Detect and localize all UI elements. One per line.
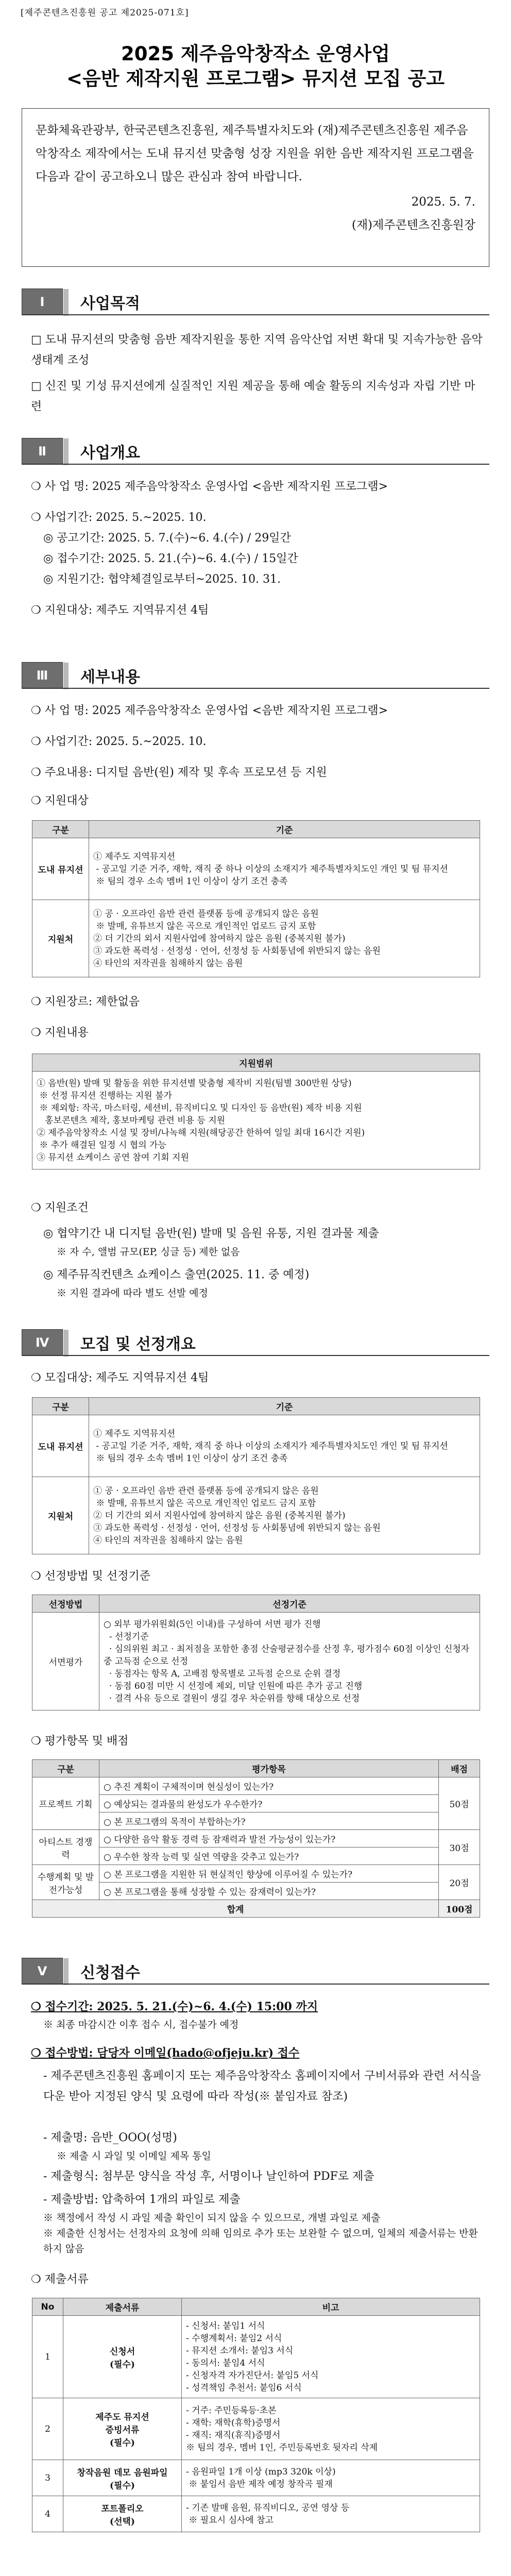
table-cell: 신청서 (필수) (63, 2316, 182, 2398)
overview-target: ❍ 지원대상: 제주도 지역뮤지션 4팀 (31, 604, 209, 617)
section-details (22, 662, 489, 689)
table-cell: 수행계획 및 발전가능성 (32, 1865, 99, 1900)
recruit-eval-title: ❍ 평가항목 및 배점 (31, 1735, 129, 1748)
recruit-table (32, 1397, 480, 1554)
table-cell: 포트폴리오 (선택) (63, 2496, 182, 2532)
title-line2: <음반 제작지원 프로그램> 뮤지션 모집 공고 (66, 67, 445, 90)
table-cell: 2 (32, 2398, 63, 2460)
table-header: 배점 (439, 1760, 480, 1777)
details-content-title: ❍ 지원내용 (31, 1026, 89, 1039)
apply-method-desc: - 제주콘텐츠진흥원 홈페이지 또는 제주음악창작소 홈페이지에서 구비서류와 관련 서식을 다운 받아 지정된 양식 및 요령에 따라 작성(※ 붙임자료 참조) (43, 2070, 481, 2103)
table-cell: 3 (32, 2460, 63, 2496)
section-number: Ⅲ (22, 662, 63, 689)
details-name: ❍ 사 업 명: 2025 제주음악창작소 운영사업 <음반 제작지원 프로그램> (31, 704, 388, 717)
section-label: 세부내용 (80, 664, 140, 687)
table-cell: ① 제주도 지역뮤지션 - 공고일 기준 거주, 재학, 재직 중 하나 이상의 소재지가 제주특별자치도인 개인 및 팀 뮤지션 ※ 팀의 경우 소속 멤버 1인 이상이 상기 조건 충족 (89, 1415, 480, 1477)
table-cell: ○ 본 프로그램을 지원한 뒤 현실적인 향상에 이루어질 수 있는가? (99, 1865, 439, 1883)
table-cell: - 신청서: 붙임1 서식 - 수행계획서: 붙임2 서식 - 뮤지션 소개서: 붙임3 서식 - 동의서: 붙임4 서식 - 신청자격 자가진단서: 붙임5 서식 - 성격책임 추천서: 붙임6 서식 (182, 2316, 480, 2398)
title-line1: 2025 제주음악창작소 운영사업 (121, 43, 390, 65)
overview-apply: ◎ 접수기간: 2025. 5. 21.(수)~6. 4.(수) / 15일간 (43, 552, 298, 565)
section-number: Ⅰ (22, 289, 63, 315)
select-table (32, 1595, 480, 1710)
details-method-1: ◎ 협약기간 내 디지털 음반(원) 발매 및 음원 유통, 지원 결과물 제출 (43, 1227, 379, 1240)
table-cell: - 거주: 주민등록등·초본 - 재학: 재학(휴학)증명서 - 재직: 재직(휴직)증명서 ※ 팀의 경우, 멤버 1인, 주민등록번호 뒷자리 삭제 (182, 2398, 480, 2460)
section-recruit (22, 1329, 489, 1356)
apply-method: ❍ 접수방법: 담당자 이메일(hado@ofjeju.kr) 접수 (31, 2046, 300, 2060)
eval-table (32, 1759, 480, 1918)
section-label: 모집 및 선정개요 (80, 1331, 196, 1354)
table-cell: 아티스트 경쟁력 (32, 1830, 99, 1865)
section-apply (22, 1958, 489, 1985)
overview-period: ❍ 사업기간: 2025. 5.~2025. 10. (31, 511, 207, 524)
table-cell: ① 음반(원) 발매 및 활동을 위한 뮤지션별 맞춤형 제작비 지원(팀별 300만원 상당) ※ 선정 뮤지션 진행하는 지원 불가 ※ 제외항: 작곡, 마스터링, 세션비, 뮤직비디오 및 디자인 등 음반(원) 제작 비용 지원 홍보콘텐츠 제작, 홍보마케팅 관련 비용 등 지원 ② 제주음악창작소 시설 및 장비/나녹해 지원(해당공간 한하여 일일 최대 16시간 지원) ※ 추가 해결된 일정 시 협의 가능 ③ 뮤지션 쇼케이스 공연 참여 기회 지원 (32, 1072, 480, 1170)
apply-period-note: ※ 최종 마감시간 이후 접수 시, 접수불가 예정 (43, 2019, 239, 2030)
overview-name: ❍ 사 업 명: 2025 제주음악창작소 운영사업 <음반 제작지원 프로그램> (31, 480, 388, 493)
apply-email-subject-note: ※ 제출 시 과일 및 이메일 제목 통일 (57, 2150, 211, 2162)
intro-text: 문화체육관광부, 한국콘텐츠진흥원, 제주특별자치도와 (재)제주콘텐츠진흥원 제주음악창작소 제작에서는 도내 뮤지션 맞춤형 성장 지원을 위한 음반 제작지원 프로그램을 다음과 같이 공고하오니 많은 관심과 참여 바랍니다. (36, 124, 474, 183)
apply-file-size: - 제출방법: 압축하여 1개의 파일로 제출 (43, 2193, 241, 2206)
apply-file-format: - 제출형식: 첨부문 양식을 작성 후, 서명이나 날인하여 PDF로 제출 (43, 2170, 374, 2183)
overview-notice: ◎ 공고기간: 2025. 5. 7.(수)~6. 4.(수) / 29일간 (43, 532, 291, 545)
table-header: No (32, 2298, 63, 2316)
recruit-select-title: ❍ 선정방법 및 선정기준 (31, 1570, 150, 1583)
table-cell: 30점 (439, 1830, 480, 1865)
announcement-ref: [제주콘텐츠진흥원 공고 제2025-071호] (21, 8, 189, 18)
table-header: 평가항목 (99, 1760, 439, 1777)
table-header: 지원범위 (32, 1054, 480, 1072)
table-cell: 50점 (439, 1777, 480, 1830)
apply-period: ❍ 접수기간: 2025. 5. 21.(수)~6. 4.(수) 15:00 까지 (31, 2000, 318, 2013)
section-number: Ⅴ (22, 1958, 63, 1985)
table-cell: 도내 뮤지션 (32, 1415, 89, 1477)
table-cell: ○ 예상되는 결과물의 완성도가 우수한가? (99, 1795, 439, 1812)
docs-table (32, 2298, 480, 2532)
target-table (32, 820, 480, 977)
table-cell: 프로젝트 기획 (32, 1777, 99, 1830)
purpose-item-1: □ 도내 뮤지션의 맞춤형 음반 제작지원을 통한 지역 음악산업 저변 확대 및 지속가능한 음악 생태계 조성 (31, 333, 483, 367)
intro-org: (재)제주콘텐츠진흥원장 (351, 218, 475, 232)
table-cell: 4 (32, 2496, 63, 2532)
details-method-2: ◎ 제주뮤직컨텐츠 쇼케이스 출연(2025. 11. 중 예정) (43, 1268, 310, 1281)
table-cell: 제주도 뮤지션 증빙서류 (필수) (63, 2398, 182, 2460)
details-target-title: ❍ 지원대상 (31, 794, 89, 807)
recruit-target: ❍ 모집대상: 제주도 지역뮤지션 4팀 (31, 1371, 209, 1384)
table-cell: - 음원파일 1개 이상 (mp3 320k 이상) ※ 붙임서 음반 제작 예정 창작곡 필재 (182, 2460, 480, 2496)
details-method-1-note: ※ 자 수, 앨범 규모(EP, 싱글 등) 제한 없음 (57, 1246, 240, 1258)
section-purpose (22, 289, 489, 315)
table-cell: ○ 다양한 음악 활동 경력 등 잠재력과 발전 가능성이 있는가? (99, 1830, 439, 1848)
table-cell: ○ 본 프로그램을 통해 성장할 수 있는 잠재력이 있는가? (99, 1883, 439, 1900)
table-cell: ○ 본 프로그램의 목적이 부합하는가? (99, 1812, 439, 1830)
table-header: 구분 (32, 1398, 89, 1415)
section-label: 사업개요 (80, 440, 140, 463)
table-cell: 합계 (32, 1900, 439, 1918)
table-cell: ① 제주도 지역뮤지션 - 공고일 기준 거주, 재학, 재직 중 하나 이상의 소재지가 제주특별자치도인 개인 및 팀 뮤지션 ※ 팀의 경우 소속 멤버 1인 이상이 상기 조건 충족 (89, 838, 480, 900)
table-cell: 100점 (439, 1900, 480, 1918)
table-cell: ① 공 · 오프라인 음반 관련 플랫폼 등에 공개되지 않은 음원 ※ 발매, 유튜브지 않은 곡으로 개인적인 업로드 금지 포함 ② 더 기간의 외서 지원사업에 참여하지 않은 음원 (중복지원 불가) ③ 과도한 폭력성 · 선정성 · 언어, 선정성 등 사회통념에 위반되지 않는 음원 ④ 타인의 저작권을 침해하지 않는 음원 (89, 1477, 480, 1554)
table-header: 선정기준 (99, 1595, 480, 1613)
apply-email-subject: - 제출명: 음반_OOO(성명) (43, 2131, 177, 2144)
overview-contract: ◎ 지원기간: 협약체결일로부터~2025. 10. 31. (43, 573, 281, 586)
details-method-2-note: ※ 지원 결과에 따라 별도 선발 예정 (57, 1287, 208, 1299)
table-cell: ○ 우수한 창작 능력 및 실연 역량을 갖추고 있는가? (99, 1848, 439, 1865)
table-cell: 도내 뮤지션 (32, 838, 89, 900)
details-period: ❍ 사업기간: 2025. 5.~2025. 10. (31, 735, 207, 748)
section-label: 신청접수 (80, 1960, 140, 1983)
table-cell: 창작음원 데모 음원파일 (필수) (63, 2460, 182, 2496)
section-number: Ⅱ (22, 438, 63, 465)
intro-date: 2025. 5. 7. (411, 195, 475, 209)
section-label: 사업목적 (80, 291, 140, 314)
table-cell: 지원처 (32, 900, 89, 977)
table-header: 기준 (89, 1398, 480, 1415)
table-cell: - 기존 발매 음원, 뮤직비디오, 공연 영상 등 ※ 필요시 심사에 참고 (182, 2496, 480, 2532)
details-content: ❍ 주요내용: 디지털 음반(원) 제작 및 후속 프로모션 등 지원 (31, 766, 327, 779)
table-header: 비고 (182, 2298, 480, 2316)
section-number: Ⅳ (22, 1329, 63, 1356)
apply-notes: ※ 책정에서 작성 시 과일 제출 확인이 되지 않을 수 있으므로, 개별 과일로 제출 ※ 제출한 신청서는 선정자의 요청에 의해 임의로 추가 또는 보완할 수 없으며, 일체의 제출서류는 반환하지 않음 (43, 2212, 478, 2255)
purpose-item-2: □ 신진 및 기성 뮤지션에게 실질적인 지원 제공을 통해 예술 활동의 지속성과 자립 기반 마련 (31, 380, 475, 413)
apply-docs-title: ❍ 제출서류 (31, 2273, 89, 2286)
table-cell: ○ 추진 계획이 구체적이며 현실성이 있는가? (99, 1777, 439, 1795)
table-cell: 1 (32, 2316, 63, 2398)
details-field-title: ❍ 지원장르: 제한없음 (31, 995, 140, 1008)
support-table (32, 1054, 480, 1170)
table-cell: ① 공 · 오프라인 음반 관련 플랫폼 등에 공개되지 않은 음원 ※ 발매, 유튜브지 않은 곡으로 개인적인 업로드 금지 포함 ② 더 기간의 외서 지원사업에 참여하지 않은 음원 (중복지원 불가) ③ 과도한 폭력성 · 선정성 · 언어, 선정성 등 사회통념에 위반되지 않는 음원 ④ 타인의 저작권을 침해하지 않는 음원 (89, 900, 480, 977)
table-cell: 서면평가 (32, 1613, 99, 1710)
details-method-title: ❍ 지원조건 (31, 1201, 89, 1214)
table-header: 구분 (32, 821, 89, 838)
table-cell: 20점 (439, 1865, 480, 1900)
table-header: 구분 (32, 1760, 99, 1777)
table-header: 선정방법 (32, 1595, 99, 1613)
table-cell: ○ 외부 평가위원회(5인 이내)를 구성하여 서면 평가 진행 - 선정기준 · 심의위원 최고 · 최저점을 포함한 총점 산술평균점수를 산정 후, 평가점수 60점 이상인 신청자 중 고득점 순으로 선정 · 동점자는 항목 A, 고배점 항목별로 고득점 순으로 순위 결정 · 동점 60점 미만 시 선정에 제외, 미달 인원에 따른 추가 공고 진행 · 결격 사유 등으로 결원이 생길 경우 차순위를 향해 대상으로 선정 (99, 1613, 480, 1710)
intro-box (22, 108, 489, 267)
section-overview (22, 438, 489, 465)
table-header: 기준 (89, 821, 480, 838)
table-cell: 지원처 (32, 1477, 89, 1554)
table-header: 제출서류 (63, 2298, 182, 2316)
